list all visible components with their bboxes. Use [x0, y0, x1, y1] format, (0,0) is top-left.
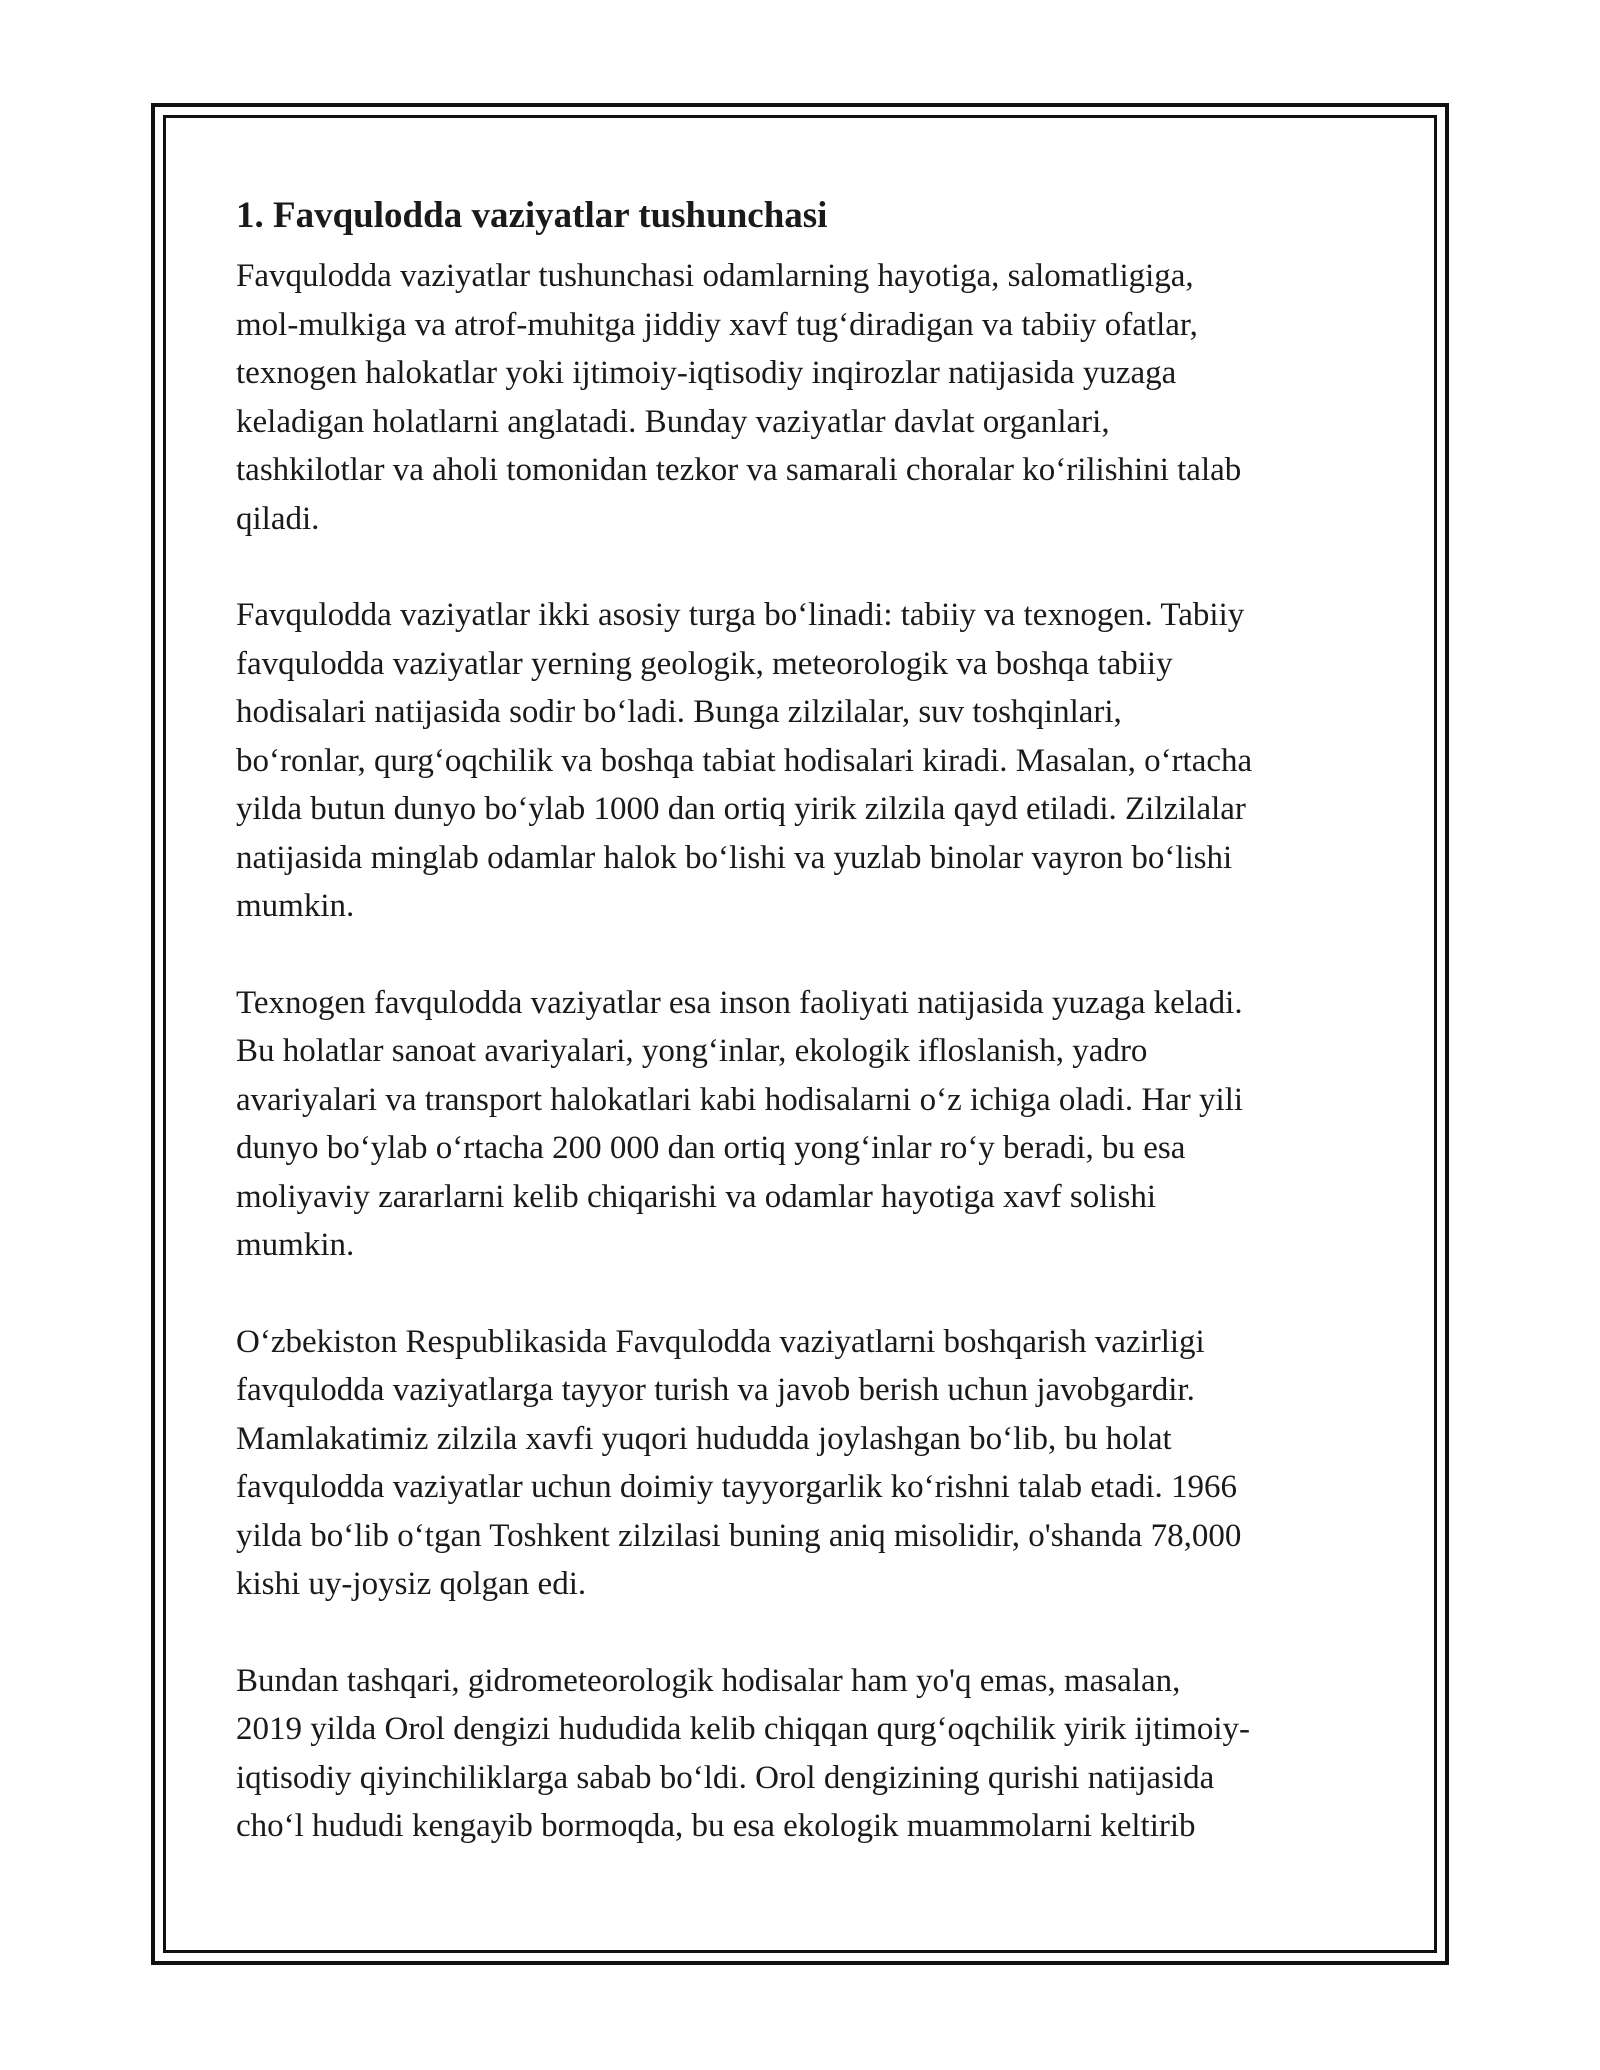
text-line: avariyalari va transport halokatlari kabi hodisalarni o‘z ichiga oladi. Har yili: [236, 1081, 1244, 1118]
document-body: [236, 186, 1376, 1899]
text-line: 2019 yilda Orol dengizi hududida kelib chiqqan qurg‘oqchilik yirik ijtimoiy-: [236, 1711, 1250, 1747]
text-line: keladigan holatlarni anglatadi. Bunday vaziyatlar davlat organlari,: [236, 403, 1110, 440]
paragraph-hydrometeorological: [236, 1657, 1376, 1851]
section-heading: 1. Favqulodda vaziyatlar tushunchasi: [236, 195, 828, 236]
paragraph-types: [236, 591, 1376, 931]
text-line: yilda butun dunyo bo‘ylab 1000 dan ortiq yirik zilzila qayd etiladi. Zilzilalar: [236, 791, 1246, 827]
text-line: Favqulodda vaziyatlar ikki asosiy turga bo‘linadi: tabiiy va texnogen. Tabiiy: [236, 597, 1245, 633]
text-line: Texnogen favqulodda vaziyatlar esa inson faoliyati natijasida yuzaga keladi.: [236, 984, 1243, 1021]
text-line: mol-mulkiga va atrof-muhitga jiddiy xavf tug‘diradigan va tabiiy ofatlar,: [236, 306, 1198, 343]
text-line: favqulodda vaziyatlarga tayyor turish va javob berish uchun javobgardir.: [236, 1372, 1195, 1408]
text-line: tashkilotlar va aholi tomonidan tezkor va samarali choralar ko‘rilishini talab: [236, 452, 1242, 488]
paragraph-technogenic: [236, 979, 1376, 1270]
paragraph-uzbekistan: [236, 1318, 1376, 1609]
text-line: yilda bo‘lib o‘tgan Toshkent zilzilasi buning aniq misolidir, o'shanda 78,000: [236, 1517, 1242, 1554]
text-line: moliyaviy zararlarni kelib chiqarishi va odamlar hayotiga xavf solishi: [236, 1178, 1157, 1215]
text-line: dunyo bo‘ylab o‘rtacha 200 000 dan ortiq yong‘inlar ro‘y beradi, bu esa: [236, 1130, 1186, 1166]
text-line: cho‘l hududi kengayib bormoqda, bu esa ekologik muammolarni keltirib: [236, 1808, 1196, 1844]
text-line: O‘zbekiston Respublikasida Favqulodda vaziyatlarni boshqarish vazirligi: [236, 1323, 1205, 1360]
text-line: texnogen halokatlar yoki ijtimoiy-iqtisodiy inqirozlar natijasida yuzaga: [236, 355, 1177, 391]
text-line: bo‘ronlar, qurg‘oqchilik va boshqa tabiat hodisalari kiradi. Masalan, o‘rtacha: [236, 742, 1253, 779]
text-line: hodisalari natijasida sodir bo‘ladi. Bunga zilzilalar, suv toshqinlari,: [236, 694, 1122, 730]
text-line: mumkin.: [236, 1227, 355, 1263]
text-line: favqulodda vaziyatlar uchun doimiy tayyorgarlik ko‘rishni talab etadi. 1966: [236, 1469, 1238, 1505]
text-line: natijasida minglab odamlar halok bo‘lishi va yuzlab binolar vayron bo‘lishi: [236, 839, 1233, 876]
paragraph-definition: [236, 252, 1376, 543]
text-line: qiladi.: [236, 500, 320, 537]
text-line: Bundan tashqari, gidrometeorologik hodisalar ham yo'q emas, masalan,: [236, 1662, 1181, 1699]
text-line: Bu holatlar sanoat avariyalari, yong‘inlar, ekologik ifloslanish, yadro: [236, 1033, 1148, 1069]
text-line: iqtisodiy qiyinchiliklarga sabab bo‘ldi. Orol dengizining qurishi natijasida: [236, 1759, 1215, 1796]
text-line: Favqulodda vaziyatlar tushunchasi odamlarning hayotiga, salomatligiga,: [236, 258, 1194, 294]
text-line: mumkin.: [236, 888, 355, 924]
text-line: favqulodda vaziyatlar yerning geologik, meteorologik va boshqa tabiiy: [236, 645, 1173, 682]
text-line: Mamlakatimiz zilzila xavfi yuqori hududda joylashgan bo‘lib, bu holat: [236, 1420, 1172, 1457]
text-line: kishi uy-joysiz qolgan edi.: [236, 1566, 587, 1602]
